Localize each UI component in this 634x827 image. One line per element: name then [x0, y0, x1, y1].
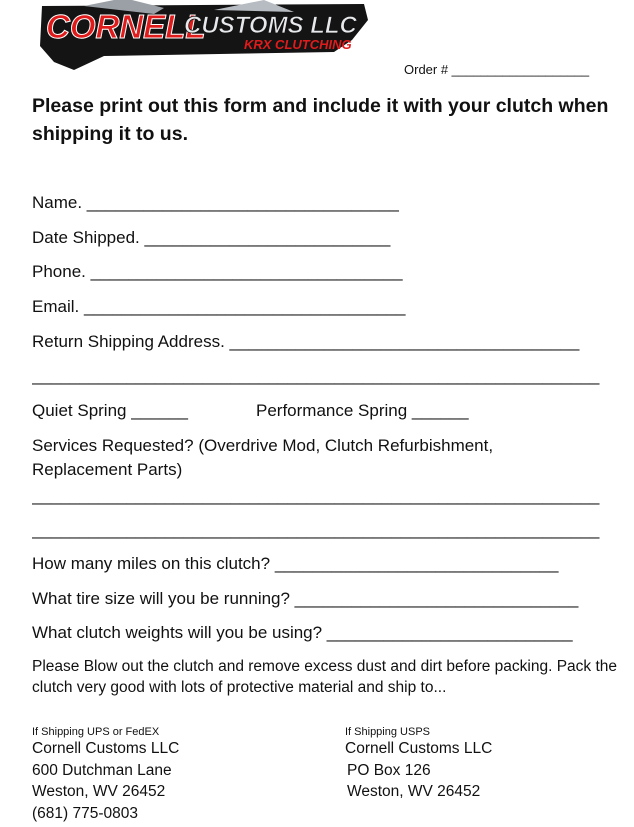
ups-fedex-heading: If Shipping UPS or FedEX — [32, 726, 160, 738]
services-line-2: ____________________________________________________________ — [32, 520, 600, 539]
date-shipped-field: Date Shipped. __________________________ — [32, 228, 391, 247]
services-requested-label: Services Requested? (Overdrive Mod, Clutch Refurbishment, Replacement Parts) — [32, 436, 494, 479]
usps-heading: If Shipping USPS — [345, 726, 430, 738]
return-address-field: Return Shipping Address. _____________________________________ — [32, 332, 580, 351]
clutch-miles-field: How many miles on this clutch? ______________________________ — [32, 554, 559, 573]
tire-size-field: What tire size will you be running? ______________________________ — [32, 589, 579, 608]
logo-customs-text: CUSTOMS LLC — [184, 12, 357, 39]
form-instructions-heading: Please print out this form and include it with your clutch when shipping it to us. — [32, 95, 609, 145]
return-address-line: ____________________________________________________________ — [32, 366, 600, 385]
packing-instructions: Please Blow out the clutch and remove excess dust and dirt before packing. Pack the clutch very good with lots of protective material and ship to... — [32, 658, 618, 696]
ups-phone: (681) 775-0803 — [32, 804, 138, 822]
logo-tagline-text: KRX CLUTCHING — [244, 37, 352, 52]
ups-fedex-address — [32, 726, 179, 824]
usps-po-box: PO Box 126 — [347, 761, 431, 779]
ups-city: Weston, WV 26452 — [32, 783, 166, 800]
order-number-field: Order # ___________________ — [404, 62, 590, 77]
phone-field: Phone. _________________________________ — [32, 262, 403, 281]
services-line-1: ____________________________________________________________ — [32, 486, 600, 505]
ups-street: 600 Dutchman Lane — [32, 761, 172, 779]
usps-company-name: Cornell Customs LLC — [345, 740, 493, 757]
name-field: Name. _________________________________ — [32, 193, 399, 212]
performance-spring-field: Performance Spring ______ — [256, 401, 469, 420]
company-logo — [34, 0, 374, 72]
logo-cornell-text: CORNELL — [46, 8, 206, 45]
email-field: Email. __________________________________ — [32, 297, 406, 316]
clutch-weights-field: What clutch weights will you be using? __________________________ — [32, 623, 573, 642]
usps-city: Weston, WV 26452 — [347, 783, 481, 800]
usps-address — [345, 726, 492, 803]
quiet-spring-field: Quiet Spring ______ — [32, 401, 188, 420]
ups-company-name: Cornell Customs LLC — [32, 740, 180, 757]
